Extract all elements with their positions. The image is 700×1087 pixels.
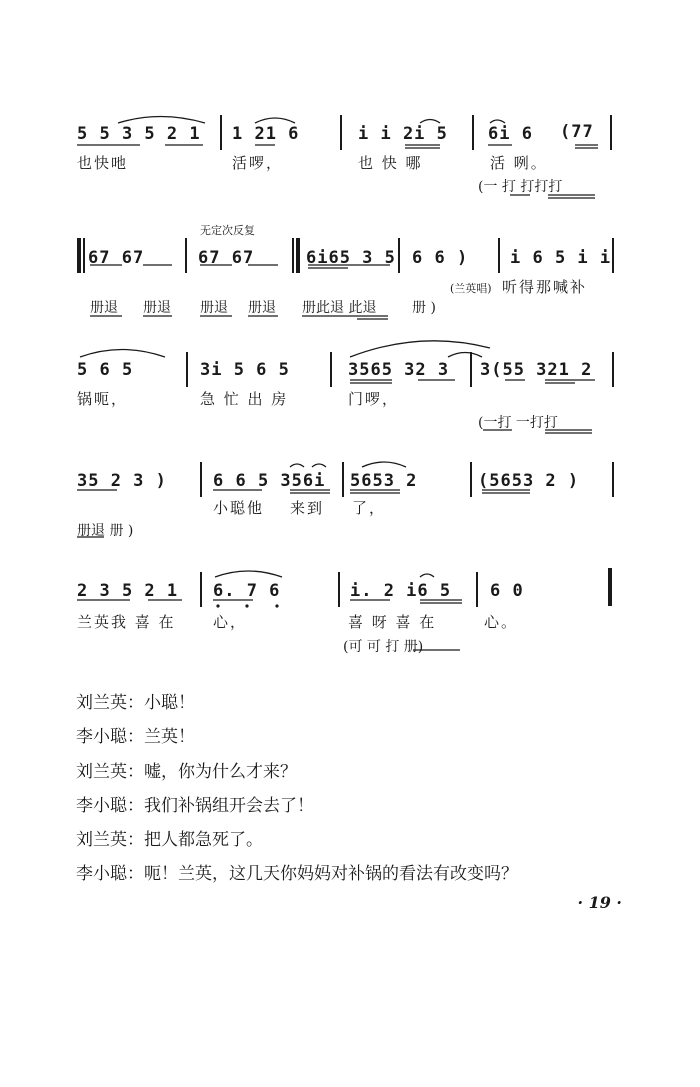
row5-lyric-3: 喜 呀 喜 在 [348,613,437,631]
dialogue-text: 嘘，你为什么才来？ [144,762,297,782]
repeat-start-barline [77,238,81,273]
speaker-name: 刘兰英： [76,693,144,713]
row4-measure-3: 5653 2 [350,471,418,491]
row3-measure-4: 3(55 321 2 [480,360,593,380]
barline [185,238,187,273]
speaker-name: 刘兰英： [76,830,144,850]
row2-perc-5: 册此退 此退 [302,300,377,316]
barline [200,572,202,607]
barline [498,238,500,273]
barline [340,115,342,150]
row2-perc-6: 册 ) [412,300,436,316]
barline [342,462,344,497]
barline [186,352,188,387]
row2-perc-1: 册退 [90,300,118,316]
barline [612,238,614,273]
row4-lyric-1: 小聪他 [213,499,265,517]
dialogue-line [76,859,518,884]
row1-lyric-1: 也快吔 [77,154,129,172]
barline [610,115,612,150]
row2-measure-2: 67 67 [198,248,255,268]
dialogue-line [76,722,195,747]
page-number: · 19 · [577,893,622,912]
dialogue-text: 小聪！ [144,693,195,713]
barline [220,115,222,150]
row1-lyric-2: 活啰， [232,154,284,172]
barline [470,462,472,497]
row1-measure-5: (77 [560,122,594,142]
row3-percussion: (一打 一打打 [478,415,558,431]
row2-lyric-tail: 听得那喊补 [502,278,588,296]
row1-percussion: (一 打 打打打 [478,179,563,195]
row4-percussion: 册退 册 ) [77,523,134,539]
row2-perc-2: 册退 [143,300,171,316]
row3-measure-2: 3i 5 6 5 [200,360,290,380]
row3-lyric-3: 门啰， [348,390,400,408]
row5-percussion: (可 可 打 册) [343,639,424,655]
barline [83,238,85,273]
row2-measure-3: 6i65 3 5 [306,248,396,268]
dialogue-line [76,791,314,816]
row2-perc-3: 册退 [200,300,228,316]
repeat-end-barline [296,238,300,273]
row5-lyric-4: 心。 [484,613,519,631]
barline [338,572,340,607]
row2-measure-1: 67 67 [88,248,145,268]
row3-measure-1: 5 6 5 [77,360,134,380]
dialogue-line [76,688,195,713]
row1-lyric-3: 也 快 哪 [358,154,423,172]
barline [476,572,478,607]
row5-measure-1: 2 3 5 2 1 [77,581,179,601]
row2-measure-4: 6 6 ) [412,248,469,268]
row4-lyric-2: 来到 [290,499,325,517]
row4-measure-2: 6 6 5 356i [213,471,326,491]
row3-measure-3: 3565 32 3 [348,360,450,380]
speaker-name: 刘兰英： [76,762,144,782]
barline [398,238,400,273]
barline [612,462,614,497]
dialogue-line [76,825,263,850]
row4-measure-1: 35 2 3 ) [77,471,167,491]
speaker-name: 李小聪： [76,727,144,747]
dialogue-text: 呃！兰英，这几天你妈妈对补锅的看法有改变吗？ [144,864,518,884]
singer-label: (兰英唱) [450,282,492,295]
row3-lyric-2: 急 忙 出 房 [200,390,289,408]
speaker-name: 李小聪： [76,796,144,816]
row2-measure-5: i 6 5 i i [510,248,612,268]
row5-measure-3: i. 2 i6 5 [350,581,452,601]
row5-measure-4: 6 0 [490,581,524,601]
barline [472,115,474,150]
barline [612,352,614,387]
row1-measure-3: i i 2i 5 [358,124,448,144]
speaker-name: 李小聪： [76,864,144,884]
dialogue-text: 我们补锅组开会去了！ [144,796,314,816]
row3-lyric-1: 锅呃， [77,390,129,408]
row4-lyric-3: 了， [352,499,387,517]
dialogue-line [76,757,297,782]
row2-perc-4: 册退 [248,300,276,316]
row1-measure-1: 5 5 3 5 2 1 [77,124,201,144]
dialogue-text: 把人都急死了。 [144,830,263,850]
row5-measure-2: 6. 7 6 [213,581,281,601]
row1-measure-2: 1 21 6 [232,124,300,144]
row5-lyric-1: 兰英我 喜 在 [77,613,176,631]
dialogue-text: 兰英！ [144,727,195,747]
final-barline [608,568,612,606]
row1-measure-4: 6i 6 [488,124,533,144]
barline [292,238,294,273]
row1-lyric-4: 活 咧。 [490,154,548,172]
row4-measure-4: (5653 2 ) [478,471,580,491]
barline [330,352,332,387]
barline [200,462,202,497]
row5-lyric-2: 心， [213,613,248,631]
barline [470,352,472,387]
repeat-instruction: 无定次反复 [200,224,255,237]
